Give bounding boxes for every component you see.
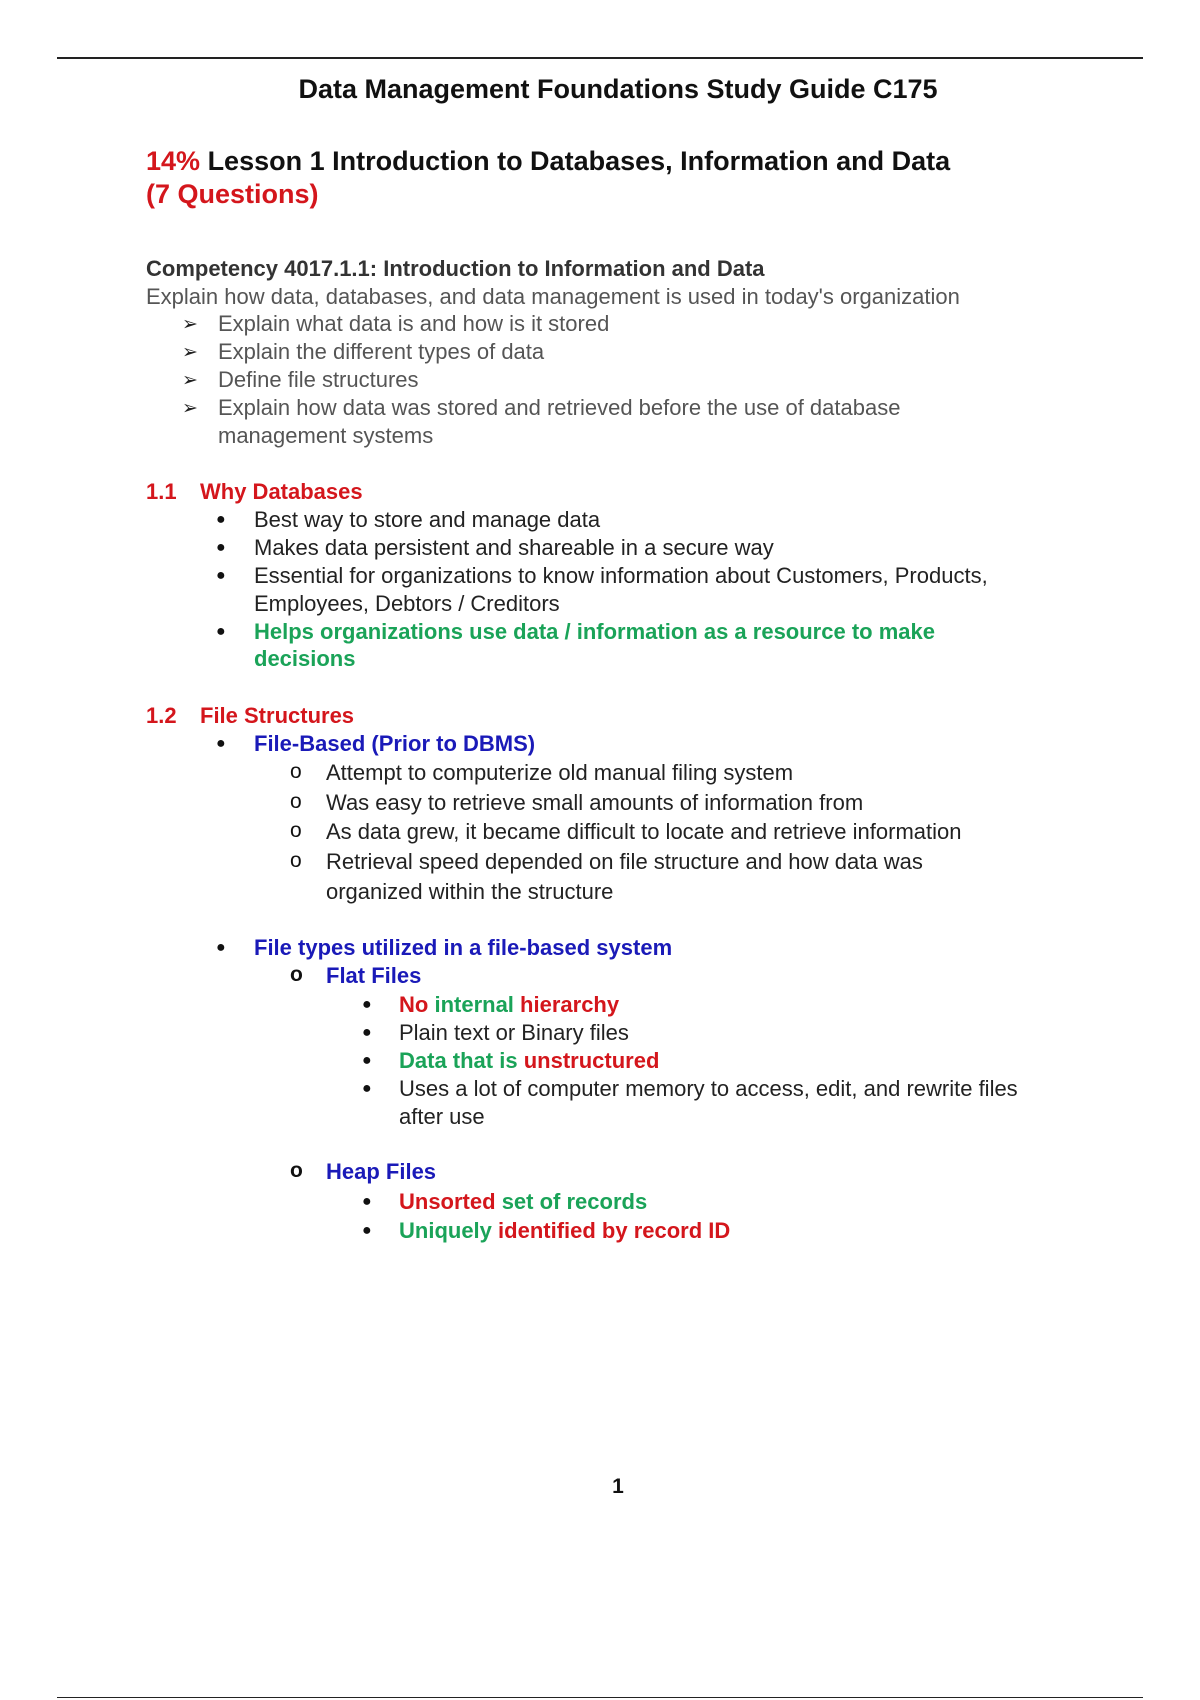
text-run: Unsorted bbox=[399, 1189, 496, 1214]
text-run: unstructured bbox=[523, 1048, 660, 1073]
objective-item-continued: management systems bbox=[218, 423, 434, 448]
arrow-bullet-icon: ➢ bbox=[182, 314, 198, 335]
bullet-icon: ● bbox=[216, 539, 226, 556]
circle-bullet-icon: o bbox=[290, 760, 302, 783]
bullet-icon: ● bbox=[216, 511, 226, 528]
heap-files-item bbox=[399, 1189, 647, 1215]
flat-files-item: Plain text or Binary files bbox=[399, 1020, 629, 1045]
section-title: File Structures bbox=[200, 703, 355, 728]
sub-item: Retrieval speed depended on file structure and how data was bbox=[326, 849, 923, 874]
lesson-questions: (7 Questions) bbox=[146, 179, 319, 209]
lesson-heading bbox=[146, 146, 950, 177]
lesson-percent: 14% bbox=[146, 146, 201, 176]
header-rule bbox=[57, 57, 1143, 59]
bullet-icon: ● bbox=[362, 1024, 372, 1041]
sub-item-continued: organized within the structure bbox=[326, 879, 614, 904]
flat-files-item-continued: after use bbox=[399, 1104, 485, 1129]
circle-bullet-icon: o bbox=[290, 790, 302, 813]
bullet-item-highlight-continued: decisions bbox=[254, 646, 356, 671]
arrow-bullet-icon: ➢ bbox=[182, 398, 198, 419]
objective-item: Explain the different types of data bbox=[218, 339, 545, 364]
document-title: Data Management Foundations Study Guide C175 bbox=[298, 74, 938, 104]
bullet-icon: ● bbox=[362, 1222, 372, 1239]
text-run: hierarchy bbox=[520, 992, 620, 1017]
bullet-icon: ● bbox=[362, 1052, 372, 1069]
flat-files-item bbox=[399, 1048, 659, 1074]
bullet-item: Makes data persistent and shareable in a secure way bbox=[254, 535, 774, 560]
section-number: 1.1 bbox=[146, 479, 177, 504]
flat-files-item bbox=[399, 992, 619, 1018]
text-run: set of records bbox=[501, 1189, 648, 1214]
section-number: 1.2 bbox=[146, 703, 177, 728]
bullet-icon: ● bbox=[362, 1080, 372, 1097]
bullet-item: Essential for organizations to know information about Customers, Products, bbox=[254, 563, 988, 588]
bullet-icon: ● bbox=[216, 939, 226, 956]
bullet-item: Best way to store and manage data bbox=[254, 507, 601, 532]
text-run: Uniquely bbox=[399, 1218, 492, 1243]
section-title: Why Databases bbox=[200, 479, 363, 504]
text-run: No bbox=[399, 992, 429, 1017]
bullet-icon: ● bbox=[216, 623, 226, 640]
heap-files-item bbox=[399, 1218, 730, 1244]
file-types-heading: File types utilized in a file-based system bbox=[254, 935, 673, 960]
objective-item: Explain what data is and how is it stored bbox=[218, 311, 610, 336]
arrow-bullet-icon: ➢ bbox=[182, 342, 198, 363]
bullet-item-continued: Employees, Debtors / Creditors bbox=[254, 591, 560, 616]
competency-title: Competency 4017.1.1: Introduction to Information and Data bbox=[146, 256, 765, 281]
circle-bullet-icon: o bbox=[290, 963, 303, 986]
bullet-item-highlight: Helps organizations use data / information as a resource to make bbox=[254, 619, 935, 644]
text-run: internal bbox=[434, 992, 514, 1017]
footer-rule bbox=[57, 1697, 1143, 1698]
flat-files-item: Uses a lot of computer memory to access, edit, and rewrite files bbox=[399, 1076, 1018, 1101]
text-run: identified by record ID bbox=[498, 1218, 731, 1243]
sub-item: Was easy to retrieve small amounts of information from bbox=[326, 790, 864, 815]
objective-item: Explain how data was stored and retrieved before the use of database bbox=[218, 395, 901, 420]
sub-item: As data grew, it became difficult to locate and retrieve information bbox=[326, 819, 962, 844]
circle-bullet-icon: o bbox=[290, 1159, 303, 1182]
arrow-bullet-icon: ➢ bbox=[182, 370, 198, 391]
bullet-icon: ● bbox=[362, 996, 372, 1013]
page-number: 1 bbox=[612, 1475, 624, 1498]
bullet-icon: ● bbox=[216, 735, 226, 752]
bullet-icon: ● bbox=[216, 567, 226, 584]
text-run: Data that is bbox=[399, 1048, 518, 1073]
circle-bullet-icon: o bbox=[290, 819, 302, 842]
competency-description: Explain how data, databases, and data management is used in today's organization bbox=[146, 284, 960, 309]
file-based-heading: File-Based (Prior to DBMS) bbox=[254, 731, 536, 756]
lesson-title: Lesson 1 Introduction to Databases, Information and Data bbox=[207, 146, 951, 176]
bullet-icon: ● bbox=[362, 1193, 372, 1210]
objective-item: Define file structures bbox=[218, 367, 419, 392]
circle-bullet-icon: o bbox=[290, 849, 302, 872]
heap-files-heading: Heap Files bbox=[326, 1159, 437, 1184]
flat-files-heading: Flat Files bbox=[326, 963, 422, 988]
sub-item: Attempt to computerize old manual filing system bbox=[326, 760, 794, 785]
